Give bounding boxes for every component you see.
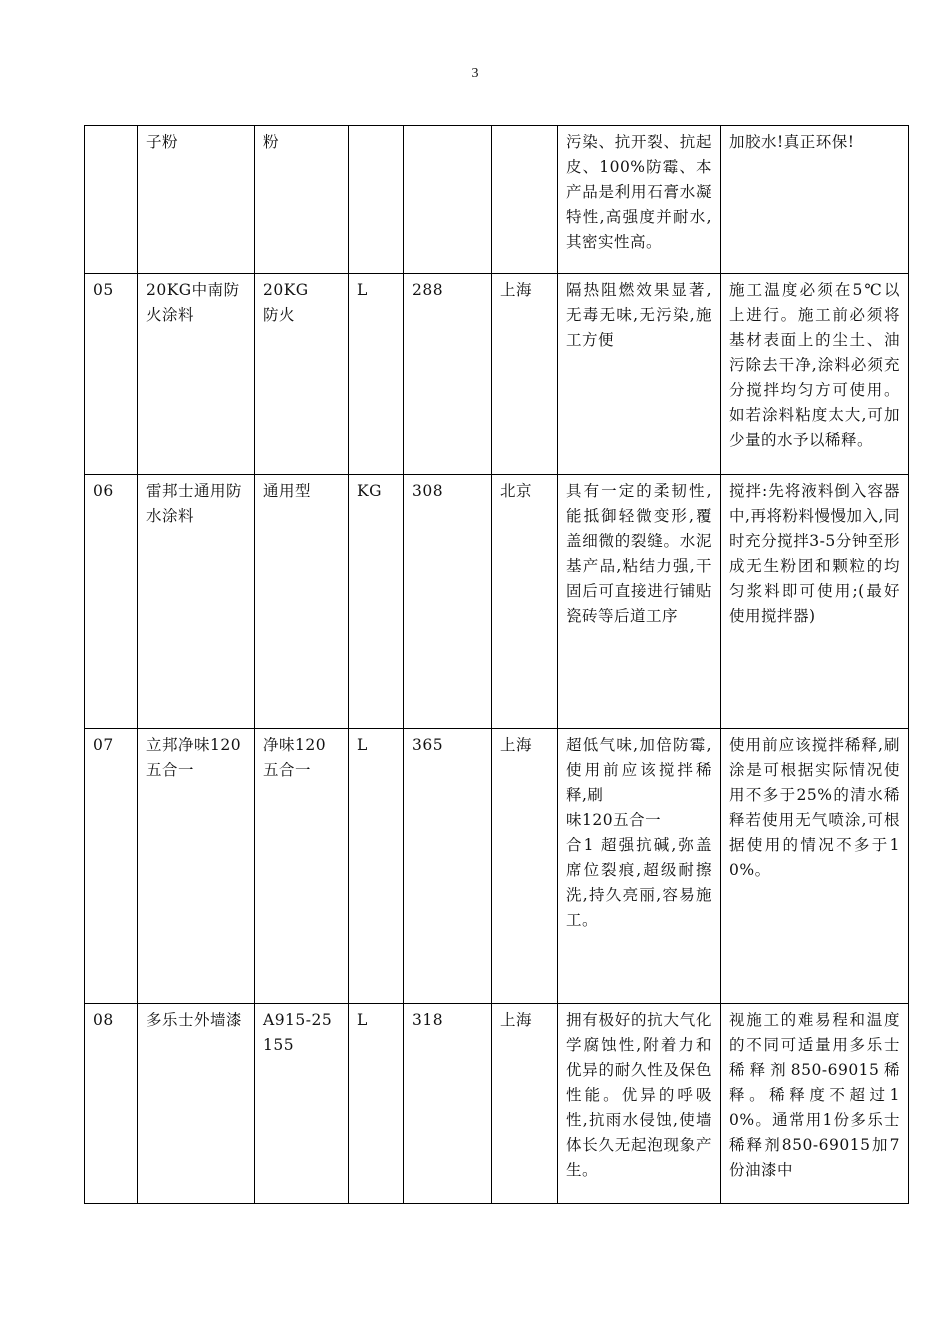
cell-usage: 施工温度必须在5℃以上进行。施工前必须将基材表面上的尘土、油污除去干净,涂料必须充分搅拌均匀方可使用。如若涂料粘度太大,可加少量的水予以稀释。 <box>721 274 909 475</box>
cell-model: 通用型 <box>255 475 349 729</box>
cell-price <box>404 126 492 274</box>
cell-model: A915-25155 <box>255 1004 349 1204</box>
cell-usage: 视施工的难易程和温度的不同可适量用多乐士稀释剂850-69015稀释。稀释度不超过10%。通常用1份多乐士稀释剂850-69015加7份油漆中 <box>721 1004 909 1204</box>
cell-features: 污染、抗开裂、抗起皮、100%防霉、本产品是利用石膏水凝特性,高强度并耐水,其密实性高。 <box>558 126 721 274</box>
cell-features: 超低气味,加倍防霉,使用前应该搅拌稀释,刷 味120五合一 合1 超强抗碱,弥盖席位裂痕,超级耐擦洗,持久亮丽,容易施工。 <box>558 729 721 1004</box>
cell-name: 雷邦士通用防水涂料 <box>138 475 255 729</box>
cell-origin: 北京 <box>492 475 558 729</box>
cell-origin: 上海 <box>492 274 558 475</box>
cell-name: 立邦净味120五合一 <box>138 729 255 1004</box>
cell-price: 318 <box>404 1004 492 1204</box>
cell-features: 拥有极好的抗大气化学腐蚀性,附着力和优异的耐久性及保色性能。优异的呼吸性,抗雨水侵蚀,使墙体长久无起泡现象产生。 <box>558 1004 721 1204</box>
cell-no: 06 <box>85 475 138 729</box>
table-row <box>85 126 909 274</box>
cell-price: 365 <box>404 729 492 1004</box>
cell-unit: L <box>349 729 404 1004</box>
product-table <box>84 125 909 1204</box>
cell-usage: 加胶水!真正环保! <box>721 126 909 274</box>
cell-features: 具有一定的柔韧性,能抵御轻微变形,覆盖细微的裂缝。水泥基产品,粘结力强,干固后可直接进行铺贴瓷砖等后道工序 <box>558 475 721 729</box>
table-row <box>85 729 909 1004</box>
cell-no: 08 <box>85 1004 138 1204</box>
cell-no: 05 <box>85 274 138 475</box>
cell-usage: 搅拌:先将液料倒入容器中,再将粉料慢慢加入,同时充分搅拌3-5分钟至形成无生粉团和颗粒的均匀浆料即可使用;(最好使用搅拌器) <box>721 475 909 729</box>
cell-price: 308 <box>404 475 492 729</box>
table-row <box>85 274 909 475</box>
cell-features: 隔热阻燃效果显著,无毒无味,无污染,施工方便 <box>558 274 721 475</box>
cell-unit: L <box>349 1004 404 1204</box>
cell-origin: 上海 <box>492 1004 558 1204</box>
cell-model: 粉 <box>255 126 349 274</box>
cell-price: 288 <box>404 274 492 475</box>
cell-origin: 上海 <box>492 729 558 1004</box>
cell-model: 净味120五合一 <box>255 729 349 1004</box>
cell-unit <box>349 126 404 274</box>
cell-model: 20KG 防火 <box>255 274 349 475</box>
cell-name: 20KG中南防火涂料 <box>138 274 255 475</box>
cell-no: 07 <box>85 729 138 1004</box>
cell-no <box>85 126 138 274</box>
table-row <box>85 1004 909 1204</box>
cell-unit: KG <box>349 475 404 729</box>
cell-name: 多乐士外墙漆 <box>138 1004 255 1204</box>
cell-unit: L <box>349 274 404 475</box>
cell-usage: 使用前应该搅拌稀释,刷涂是可根据实际情况使用不多于25%的清水稀释若使用无气喷涂,可根据使用的情况不多于10%。 <box>721 729 909 1004</box>
cell-origin <box>492 126 558 274</box>
page-number: 3 <box>471 66 479 81</box>
cell-name: 子粉 <box>138 126 255 274</box>
table-row <box>85 475 909 729</box>
